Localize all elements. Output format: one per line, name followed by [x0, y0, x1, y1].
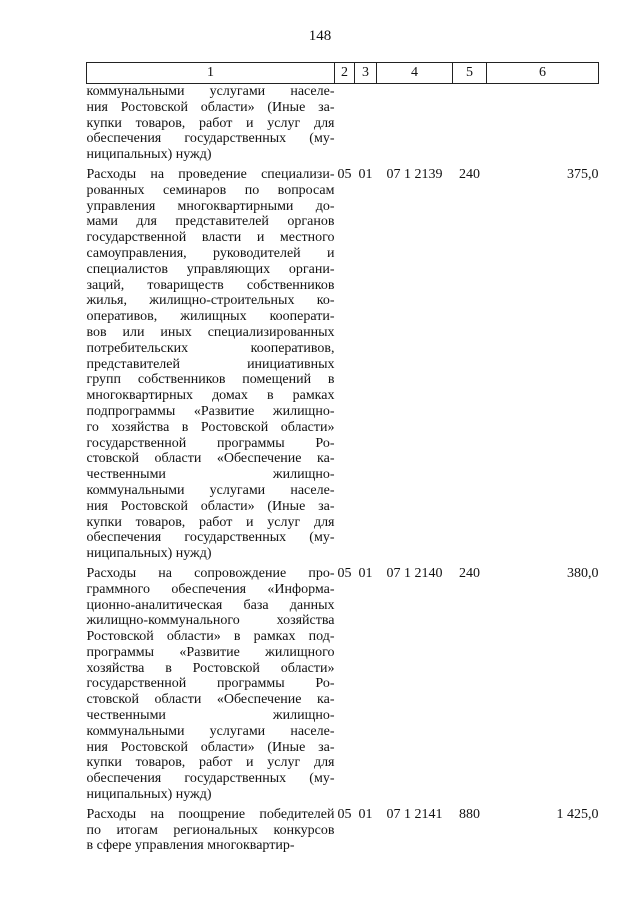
- expense-type-code: 880: [459, 806, 480, 822]
- subsection-code: 01: [358, 166, 373, 182]
- target-article-code: [377, 84, 453, 167]
- expense-description: [87, 84, 335, 167]
- column-header-3: 3: [355, 63, 377, 84]
- amount-value: 375,0: [567, 166, 599, 182]
- description-line: хозяйства в Ростовской области»: [86, 660, 335, 676]
- table-row: [87, 807, 599, 858]
- description-line: вов или иных специализированных: [86, 324, 335, 340]
- section-code: 05: [337, 166, 352, 182]
- description-line: специалистов управляющих органи-: [86, 261, 335, 277]
- description-line: Ростовской области» в рамках под-: [86, 629, 335, 645]
- description-line: по итогам региональных конкурсов: [86, 822, 335, 838]
- section-code: 05: [337, 806, 352, 822]
- description-line: стовской области «Обеспечение ка-: [86, 692, 335, 708]
- description-line: го хозяйства в Ростовской области»: [86, 419, 335, 435]
- section-code: [335, 84, 355, 167]
- page-number: 148: [308, 28, 332, 44]
- description-line: чественными жилищно-: [86, 708, 335, 724]
- description-line: Расходы на сопровождение про-: [86, 565, 335, 581]
- description-line: купки товаров, работ и услуг для: [86, 514, 335, 530]
- description-line: государственной власти и местного: [86, 230, 335, 246]
- table-header-row: [87, 63, 599, 84]
- description-line: ниципальных) нужд): [86, 147, 212, 163]
- subsection-code: [355, 84, 377, 167]
- description-line: групп собственников помещений в: [86, 372, 335, 388]
- expense-type-code: [453, 84, 487, 167]
- description-line: в сфере управления многоквартир-: [86, 838, 295, 854]
- description-line: оперативов, жилищных кооперати-: [86, 309, 335, 325]
- description-line: обеспечения государственных (му-: [86, 771, 335, 787]
- description-line: рованных семинаров по вопросам: [86, 182, 335, 198]
- description-line: ниципальных) нужд): [86, 787, 212, 803]
- description-line: потребительских кооперативов,: [86, 340, 335, 356]
- description-line: Расходы на проведение специализи-: [86, 166, 335, 182]
- budget-table: [86, 62, 599, 858]
- description-line: граммного обеспечения «Информа-: [86, 581, 335, 597]
- subsection-code: 01: [358, 806, 373, 822]
- amount-value: [487, 84, 599, 167]
- description-line: обеспечения государственных (му-: [86, 530, 335, 546]
- column-header-6: 6: [487, 63, 599, 84]
- description-line: жилья, жилищно-строительных ко-: [86, 293, 335, 309]
- column-header-5: 5: [453, 63, 487, 84]
- expense-type-code: 240: [459, 565, 480, 581]
- table-row: [87, 566, 599, 807]
- description-line: мами для представителей органов: [86, 214, 335, 230]
- target-article-code: 07 1 2140: [386, 565, 443, 581]
- description-line: ниципальных) нужд): [86, 546, 212, 562]
- expense-description: [87, 167, 335, 566]
- target-article-code: 07 1 2141: [386, 806, 443, 822]
- description-line: жилищно-коммунального хозяйства: [86, 613, 335, 629]
- description-line: коммунальными услугами населе-: [86, 482, 335, 498]
- target-article-code: 07 1 2139: [386, 166, 443, 182]
- description-line: подпрограммы «Развитие жилищно-: [86, 403, 335, 419]
- table-row: [87, 167, 599, 566]
- table-row: [87, 84, 599, 167]
- expense-description: [87, 566, 335, 807]
- description-line: коммунальными услугами населе-: [86, 84, 335, 99]
- description-line: государственной программы Ро-: [86, 435, 335, 451]
- description-line: стовской области «Обеспечение ка-: [86, 451, 335, 467]
- description-line: ния Ростовской области» (Иные за-: [86, 739, 335, 755]
- amount-value: 1 425,0: [556, 806, 599, 822]
- description-line: ния Ростовской области» (Иные за-: [86, 498, 335, 514]
- description-line: заций, товариществ собственников: [86, 277, 335, 293]
- subsection-code: 01: [358, 565, 373, 581]
- description-line: Расходы на поощрение победителей: [86, 806, 335, 822]
- column-header-4: 4: [377, 63, 453, 84]
- description-line: самоуправления, руководителей и: [86, 245, 335, 261]
- expense-description: [87, 807, 335, 858]
- description-line: купки товаров, работ и услуг для: [86, 755, 335, 771]
- description-line: обеспечения государственных (му-: [86, 131, 335, 147]
- description-line: управления многоквартирными до-: [86, 198, 335, 214]
- description-line: государственной программы Ро-: [86, 676, 335, 692]
- description-line: многоквартирных домах в рамках: [86, 388, 335, 404]
- expense-type-code: 240: [459, 166, 480, 182]
- description-line: коммунальными услугами населе-: [86, 723, 335, 739]
- section-code: 05: [337, 565, 352, 581]
- description-line: программы «Развитие жилищного: [86, 644, 335, 660]
- column-header-1: 1: [87, 63, 335, 84]
- description-line: представителей инициативных: [86, 356, 335, 372]
- table-body: [87, 84, 599, 859]
- amount-value: 380,0: [567, 565, 599, 581]
- description-line: ния Ростовской области» (Иные за-: [86, 99, 335, 115]
- description-line: чественными жилищно-: [86, 467, 335, 483]
- description-line: купки товаров, работ и услуг для: [86, 115, 335, 131]
- column-header-2: 2: [335, 63, 355, 84]
- description-line: ционно-аналитическая база данных: [86, 597, 335, 613]
